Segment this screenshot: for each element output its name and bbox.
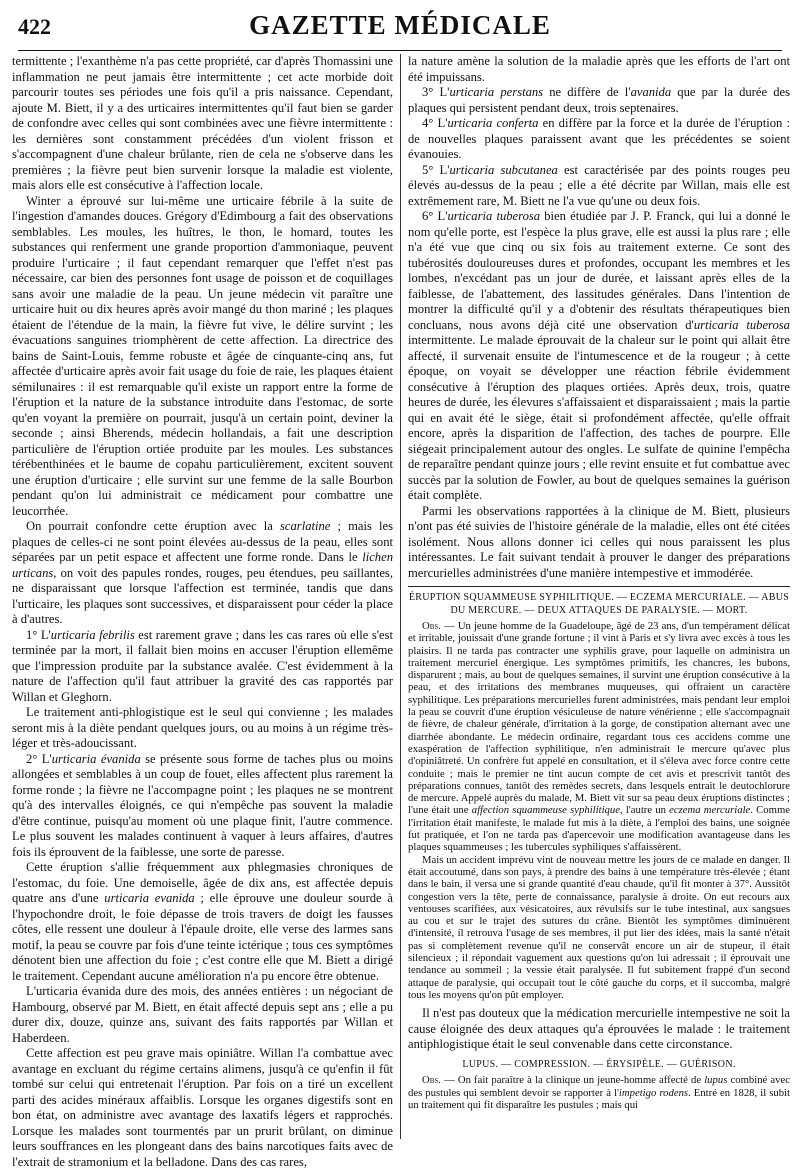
case-heading: ÉRUPTION SQUAMMEUSE SYPHILITIQUE. — ECZEMA MERCURIALE. — ABUS DU MERCURE. — DEUX ATTAQUES DE PARALYSIE. — MORT. (408, 592, 790, 616)
paragraph: la nature amène la solution de la maladie après que les efforts de l'art ont été impuissans. (408, 54, 790, 84)
column-divider (400, 54, 401, 1139)
paragraph: 3° L'urticaria perstans ne diffère de l'avanida que par la durée des plaques qui persistent pendant deux, trois septenaires. (408, 85, 790, 115)
journal-title: GAZETTE MÉDICALE (249, 10, 551, 40)
paragraph: 6° L'urticaria tuberosa bien étudiée par J. P. Franck, qui lui a donné le nom qu'elle porte, est l'espèce la plus grave, elle est aussi la plus rare ; elle n'a été vue que cinq ou six fois au traitement externe. Ce sont des tubérosités douloureuses dures et profondes, occupant les membres et les lombes, n'excédant pas un jour de durée, et laissant après elles de la faiblesse, de l'abattement, des lassitudes générales. Dans l'intention de montrer la difficulté qu'il y a d'obtenir des résultats thérapeutiques bien concluans, nous avons déjà cité une observation d'urticaria tuberosa intermittente. Le malade éprouvait de la chaleur sur le point qui allait être affecté, il survenait ensuite de l'intumescence et de la rougeur ; à cette époque, on voyait se développer une réaction fébrile évidemment consécutive à l'éruption des plaques ortiées. Après deux, trois, quatre heures de durée, les élevures s'affaissaient et disparaissaient ; mais la partie qui en avait été le siège, était si profondément affectée, qu'elle offrait encore, après la disparition de l'affection, des taches de pourpre. Elle siégeait principalement autour des ongles. Le sulfate de quinine l'empêcha de reparaître pendant quinze jours ; elle revint ensuite et fut combattue avec succès par la solution de Fowler, au bout de quelques semaines la guérison était complète. (408, 209, 790, 502)
paragraph: L'urticaria évanida dure des mois, des années entières : un négociant de Hambourg, observé par M. Biett, en était affecté depuis sept ans ; elle a pu durer dix, douze, quinze ans, suivant des faits rapportés par Willan et Haberdeen. (12, 984, 393, 1045)
left-column (12, 54, 393, 1169)
right-column (408, 54, 790, 1139)
paragraph: Winter a éprouvé sur lui-même une urticaire fébrile à la suite de l'ingestion d'amandes douces. Grégory d'Edimbourg a fait des observations semblables. Les moules, les huîtres, le thon, le homard, toutes les substances qui renferment une grande proportion d'ammoniaque, peuvent produire l'urticaire ; il faut cependant remarquer que l'effet n'est pas nécessaire, car bien des personnes font usage de poisson et de coquillages sans avoir une maladie de la peau. Un jeune médecin vit paraître une urticaire huit ou dix heures après avoir mangé du thon mariné ; les plaques étaient de l'étendue de la main, la fièvre fut vive, le délire survint ; les évacuations sanguines triomphèrent de cette affection. La directrice des bains de Saint-Louis, femme robuste et âgée de cinquante-cinq ans, fut affectée d'urticaire après avoir fait usage du foie de raie, les plaques étaient sémilunaires : il est remarquable qu'il existe un rapport entre la forme de l'éruption et la nature de la substance introduite dans l'estomac, de sorte qu'en voyant la première on pourrait, jusqu'à un certain point, deviner la seconde ; ainsi Bherends, médecin hollandais, a fait une description particulière de l'éruption ortiée produite par les moules. Les substances térébenthinées et le baume de copahu particulièrement, excitent souvent une éruption d'urticaire ; elle survint sur une femme de la salle Bourbon pendant qu'on lui administrait ce médicament pour combattre une leucorrhée. (12, 193, 393, 518)
paragraph: termittente ; l'exanthème n'a pas cette propriété, car d'après Thomassini une inflammation ne peut jamais être intermittente ; cet acte morbide doit parcourir toutes ses périodes une fois qu'il a pris naissance. Cependant, ajoute M. Biett, il y a des urticaires intermittentes qu'il faut bien se garder de confondre avec celles qui sont combinées avec une fièvre intermittente : les dernières sont constamment précédées d'un violent frisson et s'accompagnent d'une chaleur brûlante, rien de cela ne s'observe dans les premières ; la fièvre peut bien survenir lorsque la maladie est violente, mais alors elle est consécutive à l'affection locale. (12, 54, 393, 192)
paragraph: 2° L'urticaria évanida se présente sous forme de taches plus ou moins allongées et semblables à un coup de fouet, elles affectent plus rarement la forme ronde ; la fièvre ne l'accompagne point ; les plaques ne se montrent qu'à des intervalles éloignés, ce qui n'empêche pas souvent la maladie d'être continue, puisqu'au moment où une plaque finit, l'autre commence. Le plus souvent les malades continuent à vaquer à leurs affaires, d'autres fois ils éprouvent de la faiblesse, une sorte de paresse. (12, 751, 393, 859)
paragraph: On pourrait confondre cette éruption avec la scarlatine ; mais les plaques de celles-ci ne sont point élevées au-dessus de la peau, elles sont séparées par un petit espace et affectent une forme ronde. Dans le lichen urticans, on voit des papules rondes, rouges, peu étendues, peu saillantes, ne disparaissant que lorsque l'affection est terminée, tandis que dans l'urticaire, les plaques sont successives, et disparaissent pour céder la place à d'autres. (12, 519, 393, 626)
case-observation: Obs. — Un jeune homme de la Guadeloupe, âgé de 23 ans, d'un tempérament délicat et irritable, jouissait d'une grande fortune ; il vint à Paris et s'y livra avec excès à tous les plaisirs. Il ne tarda pas contracter une syphilis grave, pour laquelle on administra un traitement mercuriel énergique. Les symptômes primitifs, les chancres, les bubons, disparurent ; mais, au bout de quelques semaines, il survint une éruption consécutive à la peau, et des irritations des membranes muqueuses, qui offraient un caractère syphilitique. Les préparations mercurielles furent administrées, mais pendant leur emploi la peau se couvrit d'une éruption vésiculeuse de nature vénérienne ; elle s'accompagnait de fièvre, de chaleur générale, d'irritation à la gorge, de constipation alternant avec une diarrhée abondante. Le médecin ordinaire, regardant tous ces accidens comme une exaspération de l'affection syphilitique, n'en administrait le mercure qu'avec plus d'opiniâtreté. Un confrère fut appelé en consultation, et il s'éleva avec force contre cette conduite ; mais le premier ne tint aucun compte de cet avis et prescrivit tantôt des préparations connues, tantôt des remèdes secrets, dans lesquels entrait le deutochlorure de mercure. Appelé auprès du malade, M. Biett vit sur sa peau deux éruptions distinctes ; l'une était une affection squammeuse syphilitique, l'autre un eczema mercuriale. Comme l'irritation était manifeste, le malade fut mis à la diète, à l'emploi des bains, une soignée fut pratiquée, et l'on ne tarda pas d'apercevoir une modification avantageuse dans les plaques squammeuses ; les tubercules syphiliques s'affaissèrent. (408, 620, 790, 854)
case-observation: Obs. — On fait paraître à la clinique un jeune-homme affecté de lupus combiné avec des pustules qui semblent devoir se rapporter à l'impetigo rodens. Entré en 1828, il subit un traitement qui fit disparaître les pustules ; mais qui (408, 1074, 790, 1111)
paragraph: Parmi les observations rapportées à la clinique de M. Biett, plusieurs n'ont pas été suivies de l'histoire générale de la maladie, elles ont été citées isolément. Nous allons donner ici celles qui nous paraissent les plus intéressantes. Le fait suivant tendait à prouver le danger des préparations mercurielles administrées d'une manière intempestive et immodérée. (408, 503, 790, 580)
paragraph: Il n'est pas douteux que la médication mercurielle intempestive ne soit la cause éloignée des deux attaques qu'a éprouvées le malade : le traitement antiphlogistique était le seul convenable dans cette circonstance. (408, 1006, 790, 1052)
paragraph: Le traitement anti-phlogistique est le seul qui convienne ; les malades seront mis à la diète pendant quelques jours, ou au moins à un régime très-léger et très-adoucissant. (12, 705, 393, 750)
paragraph: Cette éruption s'allie fréquemment aux phlegmasies chroniques de l'estomac, du foie. Une demoiselle, âgée de dix ans, est affectée depuis quatre ans d'une urticaria evanida ; elle éprouve une douleur sourde à l'hypochondre droit, le foie dépasse de trois travers de doigt les fausses côtes, elle ressent une douleur à l'épaule droite, elle verse des larmes sans motif, la peau se couvre par fois d'une teinte ictérique ; tous ces symptômes dénotent bien une affection du foie ; c'est contre elle que M. Biett a dirigé le traitement. Cependant aucune amélioration n'a pu encore être obtenue. (12, 860, 393, 983)
case-observation: Mais un accident imprévu vint de nouveau mettre les jours de ce malade en danger. Il était accoutumé, dans son pays, à prendre des bains à une température très-élevée ; étant dans le bain, il versa une si grande quantité d'eau chaude, qu'il fit monter à 37°. Aussitôt congestion vers la tête, perte de connaissance, paralysie à droite. On eut recours aux ventouses scarifiées, aux vésicatoires, aux révulsifs sur le tube intestinal, aux sangsues au cou et sur le trajet des sutures du crâne. Bientôt les symptômes diminuèrent d'intensité, il retrouva l'usage de ses membres, il put lier des idées, mais la santé n'était pas si complètement revenue qu'il ne conservât encore un air de stupeur, il était silencieux ; il répondait vaguement aux questions qu'on lui adressait ; il éprouvait une tendance au sommeil ; la vessie était paralysée. Il fut subitement frappé d'un second attaque de paralysie, qui occupait tout le côté gauche du corps, et il succomba, malgré tous les moyens qu'on pût employer. (408, 853, 790, 1001)
page-header (18, 10, 782, 51)
paragraph: 4° L'urticaria conferta en diffère par la force et la durée de l'éruption : de nouvelles plaques paraissent avant que les précédentes se soient évanouies. (408, 116, 790, 161)
paragraph: 5° L'urticaria subcutanea est caractérisée par des points rouges peu élevés au-dessus de la peau ; elle a été décrite par Willan, mais elle est extrêmement rare, M. Biett ne l'a vue qu'une ou deux fois. (408, 162, 791, 208)
paragraph: 1° L'urticaria febrilis est rarement grave ; dans les cas rares où elle s'est terminée par la mort, il fallait bien moins en accuser l'éruption ellemême que l'impression produite par la substance avalée. C'est évidemment à la nature de l'affection qu'il faut attribuer la gravité des cas rapportés par Willan et Gleghorn. (12, 627, 393, 704)
paragraph: Cette affection est peu grave mais opiniâtre. Willan l'a combattue avec avantage en excluant du régime certains alimens, jusqu'à ce qu'enfin il fût tombé sur celui qui entretenait l'éruption. Par fois on a tiré un excellent parti des acides minéraux affaiblis. Lorsque les organes digestifs sont en bon état, on administre avec avantage des laxatifs légers et rapprochés. Lorsque les malades sont tourmentés par un prurit brûlant, on diminue leurs souffrances en les plongeant dans des bains narcotiques faits avec de l'extrait de stramonium et la belladone. Dans des cas rares, (12, 1046, 393, 1169)
case-heading: LUPUS. — COMPRESSION. — ÉRYSIPÈLE. — GUÉRISON. (462, 1058, 736, 1070)
section-rule (408, 586, 790, 587)
page-number: 422 (18, 14, 51, 39)
